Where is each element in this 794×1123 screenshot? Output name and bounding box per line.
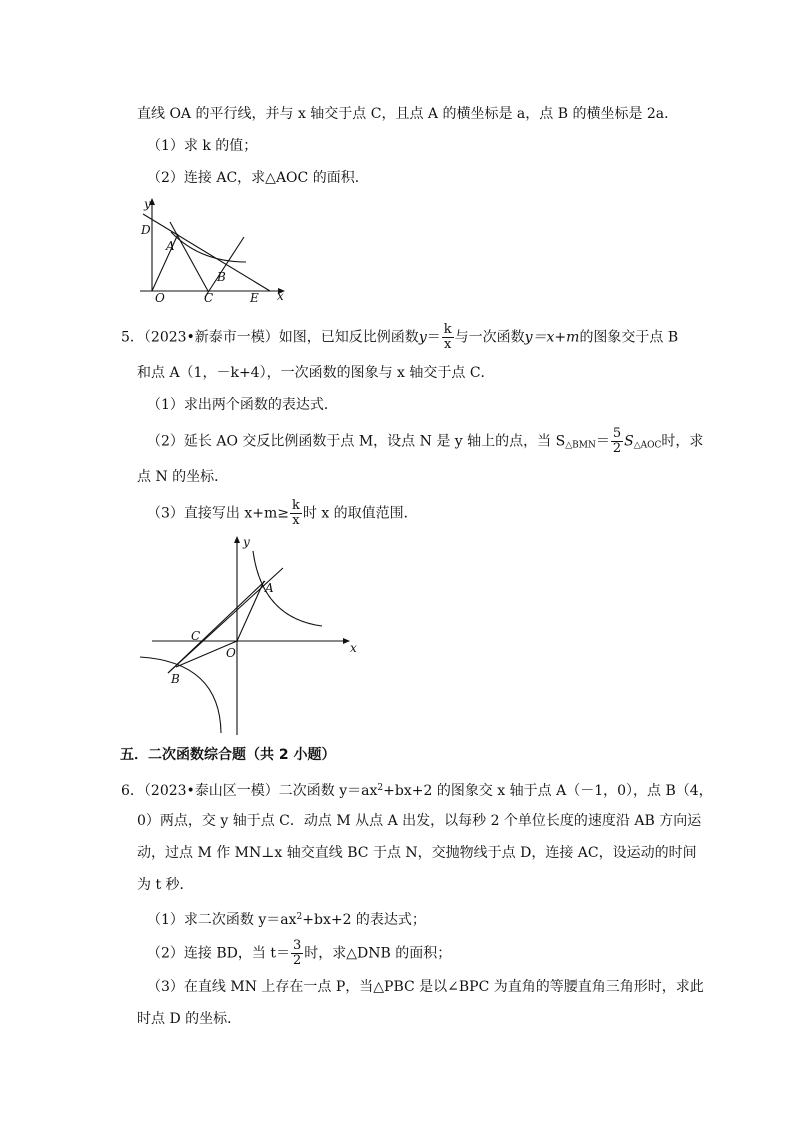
p5-hyperbola-q1 xyxy=(253,551,322,626)
p4-label-y: y xyxy=(144,197,151,211)
p4-label-A: A xyxy=(166,239,175,253)
p5-source: （2023•新泰市一模）如图，已知反比例函数 xyxy=(143,329,419,346)
p5-label-C: C xyxy=(191,629,201,643)
p5-q2-text-a: （2）延长 AO 交反比例函数于点 M，设点 N 是 y 轴上的点，当 S xyxy=(147,433,566,450)
p6-q2-frac-num: 3 xyxy=(292,938,302,953)
p6-l1-b: +bx+2 的图象交 x 轴于点 A（－1，0），点 B（4， xyxy=(383,783,713,799)
p5-q3-text-b: 时 x 的取值范围． xyxy=(302,505,418,522)
p5-q2-equals: ＝ xyxy=(595,433,610,450)
p5-linear-eq: y＝x+m xyxy=(524,329,580,346)
p5-label-A: A xyxy=(265,581,274,595)
p5-equals: ＝ xyxy=(426,329,441,346)
p5-q2-frac-den: 2 xyxy=(612,441,622,456)
p5-number: 5． xyxy=(121,329,144,346)
p5-q2-text-b: 时，求 xyxy=(661,433,704,450)
p4-question-2: （2）连接 AC，求△AOC 的面积． xyxy=(147,170,369,186)
p4-question-1: （1）求 k 的值； xyxy=(147,138,258,154)
p6-q1-text-a: （1）求二次函数 y＝ax xyxy=(147,912,297,928)
p4-label-E: E xyxy=(250,291,259,305)
p5-q2-s: S xyxy=(624,433,634,450)
p5-line-BA-2 xyxy=(168,581,265,673)
p6-text-line-4: 为 t 秒． xyxy=(137,877,194,893)
p6-text-line-1 xyxy=(121,778,713,801)
p6-question-2 xyxy=(147,939,451,968)
p5-q3-frac-num: k xyxy=(292,498,300,513)
p5-label-O: O xyxy=(226,646,236,660)
p4-label-O: O xyxy=(155,291,165,305)
p6-text-line-2: 0）两点，交 y 轴于点 C．动点 M 从点 A 出发，以每秒 2 个单位长度的速度沿 AB 方向运 xyxy=(137,813,702,829)
p4-label-B: B xyxy=(217,270,226,284)
p5-q2-frac-num: 5 xyxy=(612,426,622,441)
p6-number: 6． xyxy=(121,783,144,799)
p4-label-x: x xyxy=(277,289,284,303)
p4-label-C: C xyxy=(204,291,214,305)
p5-label-y: y xyxy=(243,535,250,549)
p6-q2-fraction xyxy=(291,939,303,968)
p6-q2-text-a: （2）连接 BD，当 t＝ xyxy=(147,945,290,962)
p5-question-1: （1）求出两个函数的表达式． xyxy=(147,397,338,413)
p6-l1-sup: 2 xyxy=(377,783,384,793)
p5-text-line-2: 和点 A（1，－k+4），一次函数的图象与 x 轴交于点 C． xyxy=(137,365,495,381)
p6-question-1 xyxy=(147,907,426,930)
p5-q2-sub-bmn: △BMN xyxy=(565,440,596,451)
p5-q3-text-a: （3）直接写出 x+m≥ xyxy=(147,505,289,522)
p5-q2-sub-aoc: △AOC xyxy=(633,440,662,451)
p6-q1-text-b: +bx+2 的表达式； xyxy=(302,912,426,928)
p5-hyperbola-q3 xyxy=(140,657,221,733)
p5-label-x: x xyxy=(350,641,357,655)
section-heading: 五．二次函数综合题（共 2 小题） xyxy=(120,747,336,763)
p6-l1-a: （2023•泰山区一模）二次函数 y＝ax xyxy=(143,783,378,799)
p6-text-line-3: 动，过点 M 作 MN⊥x 轴交直线 BC 于点 N，交抛物线于点 D，连接 AC，设运动的时间 xyxy=(137,845,697,861)
p5-question-2-cont: 点 N 的坐标． xyxy=(137,469,229,485)
p6-question-3-cont: 时点 D 的坐标． xyxy=(137,1011,242,1027)
p5-tail-text: 的图象交于点 B xyxy=(579,329,679,346)
p5-frac-den: x xyxy=(444,337,452,352)
p4-text-line-1: 直线 OA 的平行线，并与 x 轴交于点 C，且点 A 的横坐标是 a，点 B 的横坐标是 2a． xyxy=(137,106,679,122)
p5-q3-frac-den: x xyxy=(292,513,300,528)
p5-line-OA xyxy=(237,581,264,641)
p4-label-D: D xyxy=(141,223,151,237)
p5-y-arrow xyxy=(234,536,240,543)
p5-x-arrow xyxy=(343,638,350,644)
p5-y: y xyxy=(418,329,427,346)
p6-question-3: （3）在直线 MN 上存在一点 P，当△PBC 是以∠BPC 为直角的等腰直角三角形时，求此 xyxy=(147,979,704,995)
p6-q2-frac-den: 2 xyxy=(292,953,302,968)
p5-frac-num: k xyxy=(443,322,452,337)
p5-mid-text: 与一次函数 xyxy=(454,329,525,346)
p5-label-B: B xyxy=(171,672,180,686)
p6-q1-sup: 2 xyxy=(296,912,303,922)
p6-q2-text-b: 时，求△DNB 的面积； xyxy=(304,945,452,962)
